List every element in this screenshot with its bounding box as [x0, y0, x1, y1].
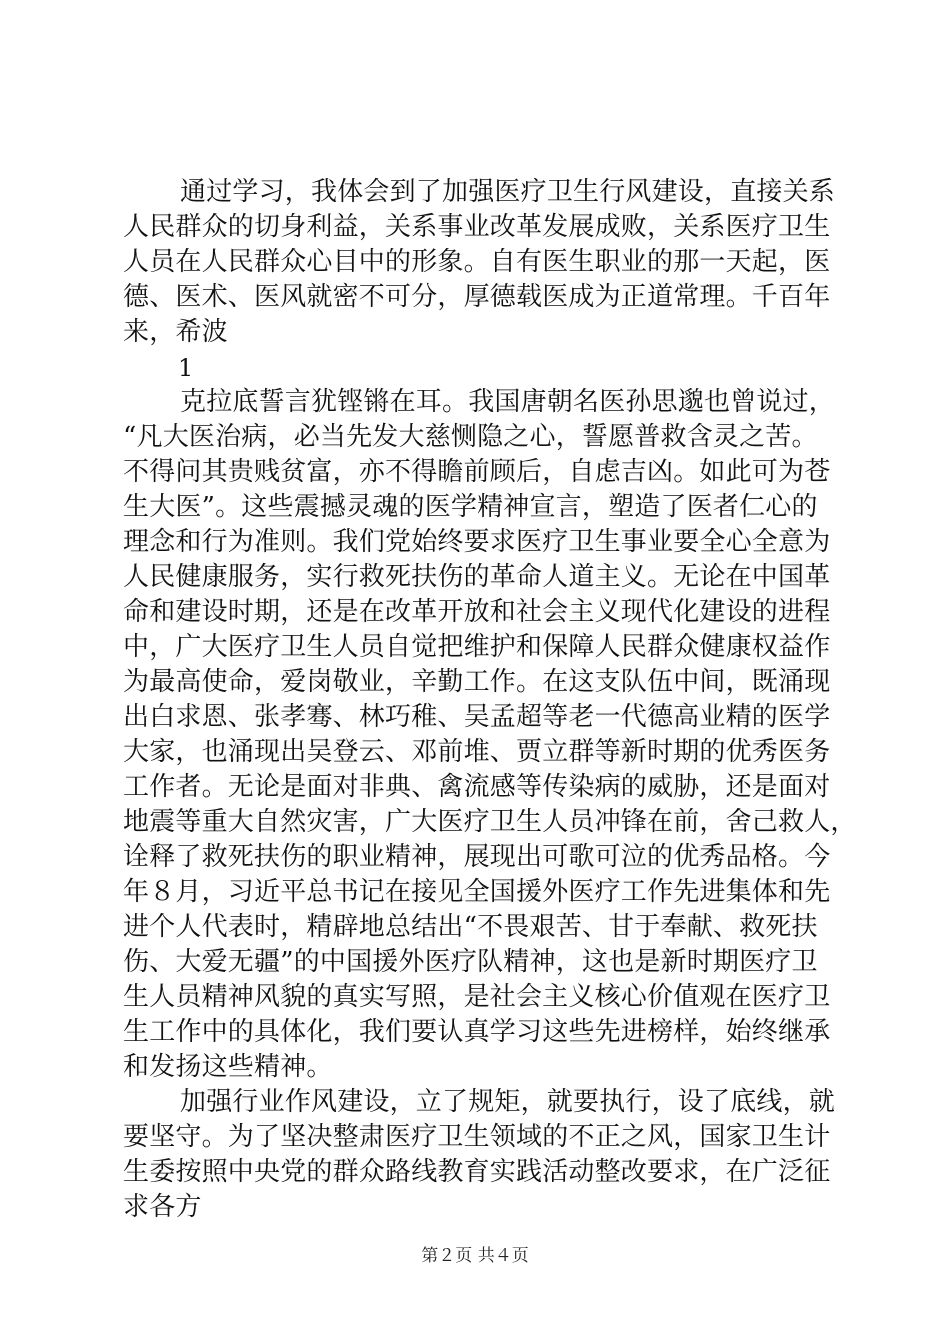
paragraph-line: 生大医”。这些震撼灵魂的医学精神宣言，塑造了医者仁心的	[123, 492, 818, 522]
paragraph-line: 出白求恩、张孝骞、林巧稚、吴孟超等老一代德高业精的医学	[123, 702, 831, 732]
paragraph-line: 人员在人民群众心目中的形象。自有医生职业的那一天起，医	[123, 247, 831, 277]
paragraph-line: 命和建设时期，还是在改革开放和社会主义现代化建设的进程	[123, 597, 831, 627]
paragraph-line: 大家，也涌现出吴登云、邓前堆、贾立群等新时期的优秀医务	[123, 737, 831, 767]
page-footer: 第２页 共４页	[421, 1246, 529, 1266]
paragraph-line: 为最高使命，爱岗敬业，辛勤工作。在这支队伍中间，既涌现	[123, 667, 831, 697]
paragraph-line: 德、医术、医风就密不可分，厚德载医成为正道常理。千百年	[123, 282, 831, 312]
paragraph-line: 克拉底誓言犹铿锵在耳。我国唐朝名医孙思邈也曾说过，	[180, 387, 836, 417]
paragraph-line: 加强行业作风建设，立了规矩，就要执行，设了底线，就	[180, 1087, 836, 1117]
paragraph-line: 求各方	[123, 1192, 202, 1222]
paragraph-line: 地震等重大自然灾害，广大医疗卫生人员冲锋在前，舍己救人，	[123, 807, 857, 837]
paragraph-line: 伤、大爱无疆”的中国援外医疗队精神，这也是新时期医疗卫	[123, 947, 818, 977]
paragraph-line: 工作者。无论是面对非典、禽流感等传染病的威胁，还是面对	[123, 772, 831, 802]
paragraph-line: 要坚守。为了坚决整肃医疗卫生领域的不正之风，国家卫生计	[123, 1122, 831, 1152]
paragraph-line: 理念和行为准则。我们党始终要求医疗卫生事业要全心全意为	[123, 527, 831, 557]
paragraph-line: 生工作中的具体化，我们要认真学习这些先进榜样，始终继承	[123, 1017, 831, 1047]
paragraph-line: 诠释了救死扶伤的职业精神，展现出可歌可泣的优秀品格。今	[123, 842, 831, 872]
inline-page-marker: 1	[178, 354, 194, 382]
paragraph-line: “凡大医治病，必当先发大慈恻隐之心，誓愿普救含灵之苦。	[123, 422, 818, 452]
paragraph-line: 人民健康服务，实行救死扶伤的革命人道主义。无论在中国革	[123, 562, 831, 592]
paragraph-line: 年８月，习近平总书记在接见全国援外医疗工作先进集体和先	[123, 877, 831, 907]
paragraph-line: 中，广大医疗卫生人员自觉把维护和保障人民群众健康权益作	[123, 632, 831, 662]
paragraph-line: 生人员精神风貌的真实写照，是社会主义核心价值观在医疗卫	[123, 982, 831, 1012]
paragraph-line: 和发扬这些精神。	[123, 1052, 333, 1082]
paragraph-line: 进个人代表时，精辟地总结出“不畏艰苦、甘于奉献、救死扶	[123, 912, 818, 942]
paragraph-line: 人民群众的切身利益，关系事业改革发展成败，关系医疗卫生	[123, 212, 831, 242]
paragraph-line: 不得问其贵贱贫富，亦不得瞻前顾后，自虑吉凶。如此可为苍	[123, 457, 831, 487]
paragraph-line: 通过学习，我体会到了加强医疗卫生行风建设，直接关系	[180, 177, 836, 207]
paragraph-line: 来，希波	[123, 317, 228, 347]
paragraph-line: 生委按照中央党的群众路线教育实践活动整改要求，在广泛征	[123, 1157, 831, 1187]
